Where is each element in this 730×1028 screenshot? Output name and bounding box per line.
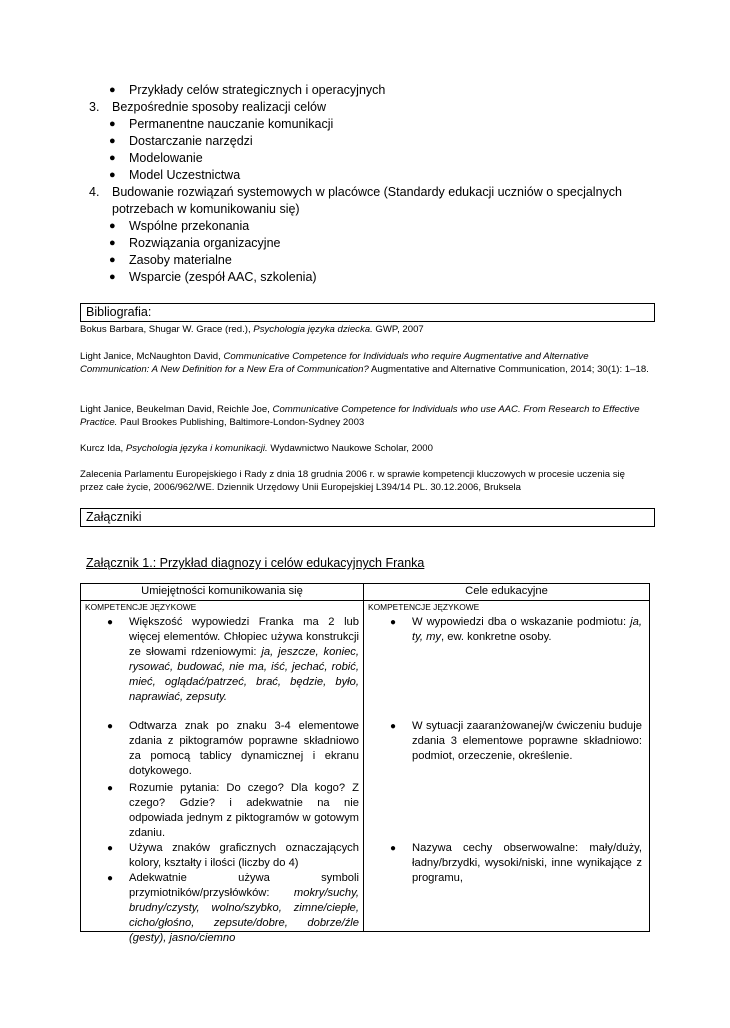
list-item: ● Używa znaków graficznych oznaczających kolory, kształty i ilości (liczby do 4) — [107, 842, 359, 869]
bullet-icon: ● — [109, 254, 116, 266]
list-item: ● Zasoby materialne — [109, 253, 232, 267]
bullet-icon: ● — [107, 843, 114, 854]
right-cell-content — [364, 613, 649, 931]
list-item: ● Wspólne przekonania — [109, 219, 250, 233]
bullet-icon: ● — [109, 152, 116, 164]
bibliography-entry: Kurcz Ida, Psychologia języka i komunikacji. Wydawnictwo Naukowe Scholar, 2000 — [80, 443, 433, 454]
list-item: ● Odtwarza znak po znaku 3-4 elementowe zdania z piktogramów poprawne składniowo za pomocą tablicy dynamicznej i ekranu dotykowego. — [107, 720, 359, 777]
list-item: ● Dostarczanie narzędzi — [109, 134, 253, 148]
bullet-icon: ● — [109, 84, 116, 96]
list-item: ● Model Uczestnictwa — [109, 168, 241, 182]
list-item: ● Nazywa cechy obserwowalne: mały/duży, ładny/brzydki, wysoki/niski, inne wynikające z programu, — [390, 842, 642, 884]
bullet-icon: ● — [390, 617, 397, 628]
list-item: ● W sytuacji zaaranżowanej/w ćwiczeniu buduje zdania 3 elementowe poprawne składniowo: podmiot, orzeczenie, określenie. — [390, 720, 642, 762]
table-cell — [364, 601, 650, 932]
bibliography-heading: Bibliografia: — [80, 303, 655, 322]
bibliography-entry: Light Janice, Beukelman David, Reichle Joe, Communicative Competence for Individuals who use AAC. From Research to Effective Practice. Paul Brookes Publishing, Baltimore-London-Sydney 2003 — [80, 404, 640, 428]
list-item: ● Wsparcie (zespół AAC, szkolenia) — [109, 270, 317, 284]
bullet-icon: ● — [109, 220, 116, 232]
table-cell — [81, 601, 364, 944]
bullet-icon: ● — [109, 169, 116, 181]
section-label: KOMPETENCJE JĘZYKOWE — [368, 602, 480, 612]
annex-title: Załącznik 1.: Przykład diagnozy i celów edukacyjnych Franka — [86, 556, 425, 570]
list-item: ● Modelowanie — [109, 151, 203, 165]
bullet-icon: ● — [390, 843, 397, 854]
bibliography-entry: Light Janice, McNaughton David, Communicative Competence for Individuals who require Augmentative and Alternative Communication: A New Definition for a New Era of Communication? Augmentative and Alternative Communication, 2014; 30(1): 1–18. — [80, 351, 649, 375]
item-number: 4. — [89, 185, 100, 199]
list-item: ● W wypowiedzi dba o wskazanie podmiotu: ja, ty, my, ew. konkretne osoby. — [390, 616, 642, 643]
bullet-icon: ● — [107, 783, 114, 794]
list-item: ● Adekwatnie używa symboli przymiotników/przysłówków: mokry/suchy, brudny/czysty, wolno/szybko, zimne/ciepłe, cicho/głośno, zepsute/dobre, dobrze/źle (gesty), jasno/ciemno — [107, 872, 359, 944]
bullet-icon: ● — [109, 135, 116, 147]
bullet-icon: ● — [107, 617, 114, 628]
bullet-icon: ● — [107, 873, 114, 884]
bullet-icon: ● — [109, 118, 116, 130]
list-item: ● Rozwiązania organizacyjne — [109, 236, 281, 250]
column-header: Cele edukacyjne — [364, 584, 650, 601]
item-number: 3. — [89, 100, 100, 114]
numbered-item-4: 4. Budowanie rozwiązań systemowych w placówce (Standardy edukacji uczniów o specjalnych potrzebach w komunikowaniu się) — [89, 185, 622, 216]
list-item: ● Większość wypowiedzi Franka ma 2 lub więcej elementów. Chłopiec używa konstrukcji ze słowami rdzeniowymi: ja, jeszcze, koniec, rysować, budować, nie ma, iść, jechać, robić, mieć, oglądać/patrzeć, brać, będzie, było, naprawiać, zepsuty. — [107, 616, 359, 703]
outline-list — [80, 82, 650, 286]
column-header: Umiejętności komunikowania się — [81, 584, 364, 601]
bibliography-entry: Bokus Barbara, Shugar W. Grace (red.), Psychologia języka dziecka. GWP, 2007 — [80, 324, 424, 335]
diagnosis-table — [80, 583, 650, 944]
bullet-icon: ● — [109, 237, 116, 249]
numbered-item-3: 3. Bezpośrednie sposoby realizacji celów — [89, 100, 327, 114]
list-item: ● Przykłady celów strategicznych i operacyjnych — [109, 83, 386, 97]
left-cell-content — [81, 613, 363, 944]
attachments-heading: Załączniki — [80, 508, 655, 527]
bullet-icon: ● — [107, 721, 114, 732]
bibliography-entry: Zalecenia Parlamentu Europejskiego i Rady z dnia 18 grudnia 2006 r. w sprawie kompetencji kluczowych w procesie uczenia się przez całe życie, 2006/962/WE. Dziennik Urzędowy Unii Europejskiej L394/14 PL. 30.12.2006, Bruksela — [80, 469, 625, 493]
bullet-icon: ● — [390, 721, 397, 732]
list-item: ● Rozumie pytania: Do czego? Dla kogo? Z czego? Gdzie? i adekwatnie na nie odpowiada jednym z piktogramów w gotowym zdaniu. — [107, 782, 359, 839]
section-label: KOMPETENCJE JĘZYKOWE — [85, 602, 197, 612]
list-item: ● Permanentne nauczanie komunikacji — [109, 117, 334, 131]
bullet-icon: ● — [109, 271, 116, 283]
